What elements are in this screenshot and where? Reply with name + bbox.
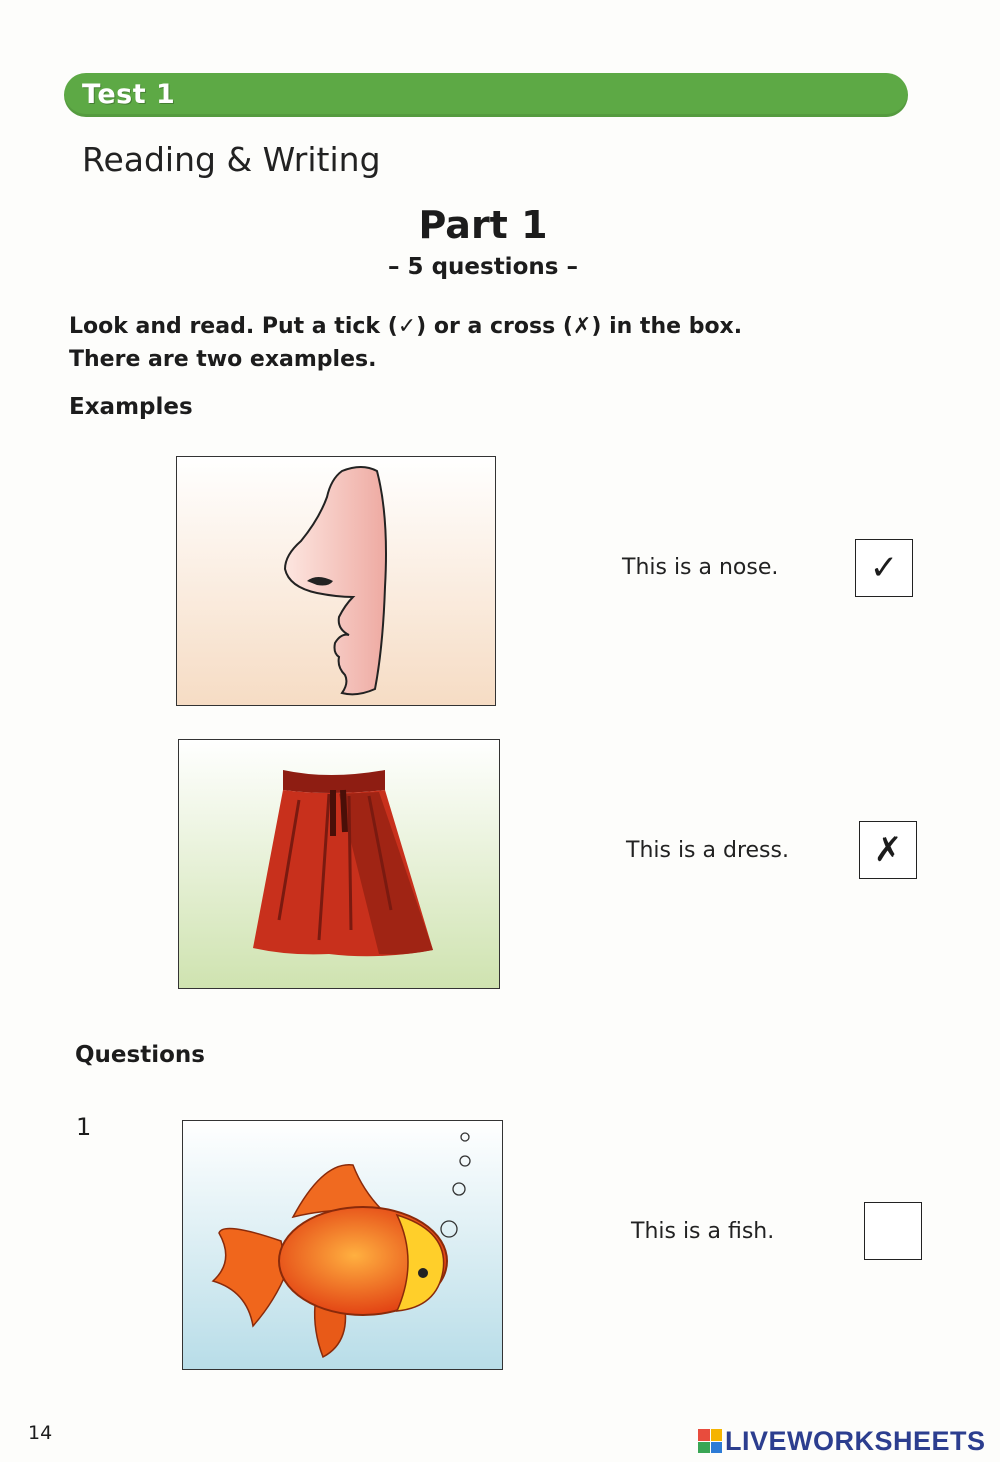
test-banner <box>64 73 908 117</box>
question-1-sentence: This is a fish. <box>631 1219 775 1244</box>
brand-mark-icon <box>698 1429 722 1453</box>
fish-icon <box>183 1121 502 1369</box>
fish-picture <box>182 1120 503 1370</box>
examples-heading: Examples <box>69 394 193 420</box>
example-1-answer-box: ✓ <box>855 539 913 597</box>
example-2-sentence: This is a dress. <box>626 838 789 863</box>
part-title: Part 1 <box>418 203 548 247</box>
liveworksheets-logo <box>698 1425 986 1457</box>
questions-heading: Questions <box>75 1042 205 1068</box>
test-label: Test 1 <box>82 79 176 110</box>
example-1-sentence: This is a nose. <box>622 555 779 580</box>
instruction-line-2: There are two examples. <box>69 347 377 372</box>
page-number: 14 <box>28 1422 53 1444</box>
question-1-number: 1 <box>76 1113 92 1141</box>
nose-picture <box>176 456 496 706</box>
skirt-icon <box>179 740 499 988</box>
nose-icon <box>177 457 495 705</box>
section-title: Reading & Writing <box>82 140 381 179</box>
instruction-line-1: Look and read. Put a tick (✓) or a cross (✗) in the box. <box>69 314 743 339</box>
brand-name: LIVEWORKSHEETS <box>725 1425 986 1456</box>
question-1-answer-box[interactable] <box>864 1202 922 1260</box>
example-2-answer-box: ✗ <box>859 821 917 879</box>
instructions <box>69 310 742 376</box>
part-subtitle: – 5 questions – <box>388 254 578 280</box>
skirt-picture <box>178 739 500 989</box>
